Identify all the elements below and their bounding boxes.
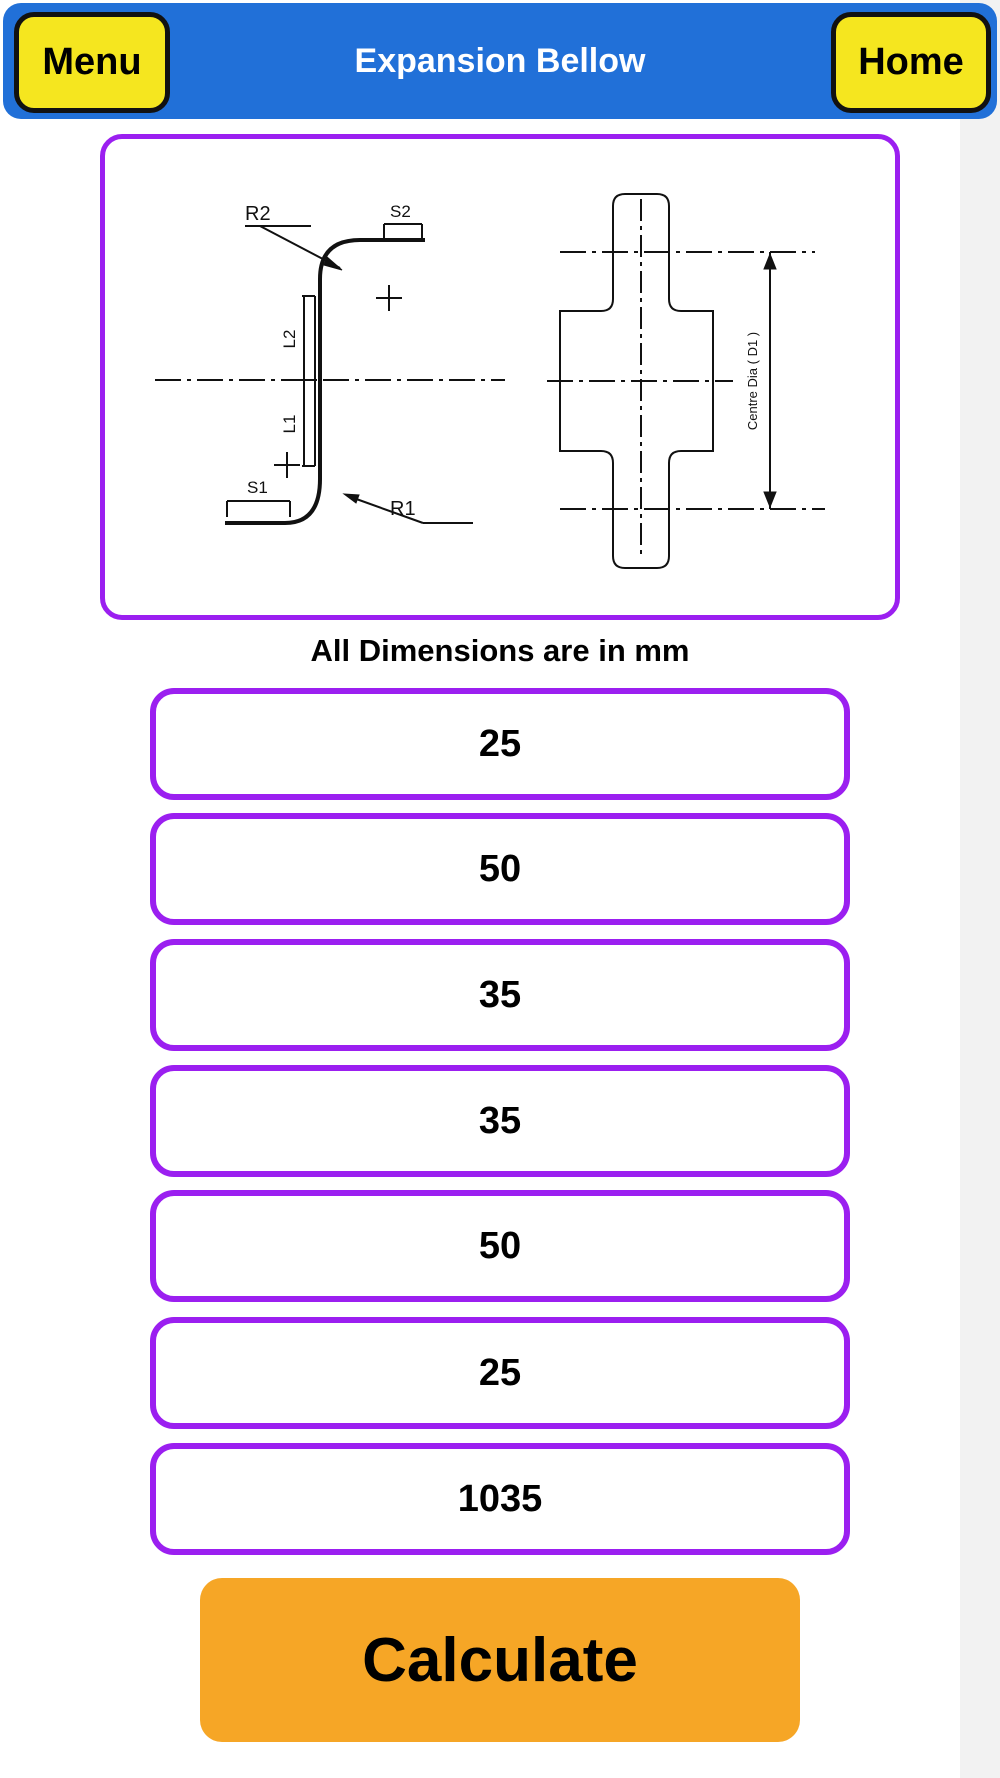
bellow-diagram: [100, 134, 900, 620]
dimension-input-4[interactable]: [150, 1065, 850, 1177]
label-s2: S2: [390, 202, 411, 221]
dimension-input-3[interactable]: [150, 939, 850, 1051]
calculate-button[interactable]: Calculate: [200, 1578, 800, 1742]
label-s1: S1: [247, 478, 268, 497]
dimension-input-1[interactable]: [150, 688, 850, 800]
app-header: [3, 3, 997, 119]
label-l1: L1: [280, 414, 299, 434]
label-centre-dia: Centre Dia ( D1 ): [745, 331, 760, 431]
dimension-input-2[interactable]: [150, 813, 850, 925]
dimension-input-7[interactable]: [150, 1443, 850, 1555]
scroll-gutter: [960, 0, 1000, 1778]
page-title: Expansion Bellow: [354, 41, 646, 80]
home-button[interactable]: Home: [831, 12, 991, 113]
dimension-input-5[interactable]: [150, 1190, 850, 1302]
label-r1: R1: [390, 498, 416, 520]
label-r2: R2: [245, 203, 271, 225]
units-note: All Dimensions are in mm: [310, 633, 690, 668]
label-l2: L2: [280, 329, 299, 349]
menu-button[interactable]: Menu: [14, 12, 170, 113]
bellow-diagram-drawing: [105, 139, 895, 615]
dimension-input-6[interactable]: [150, 1317, 850, 1429]
